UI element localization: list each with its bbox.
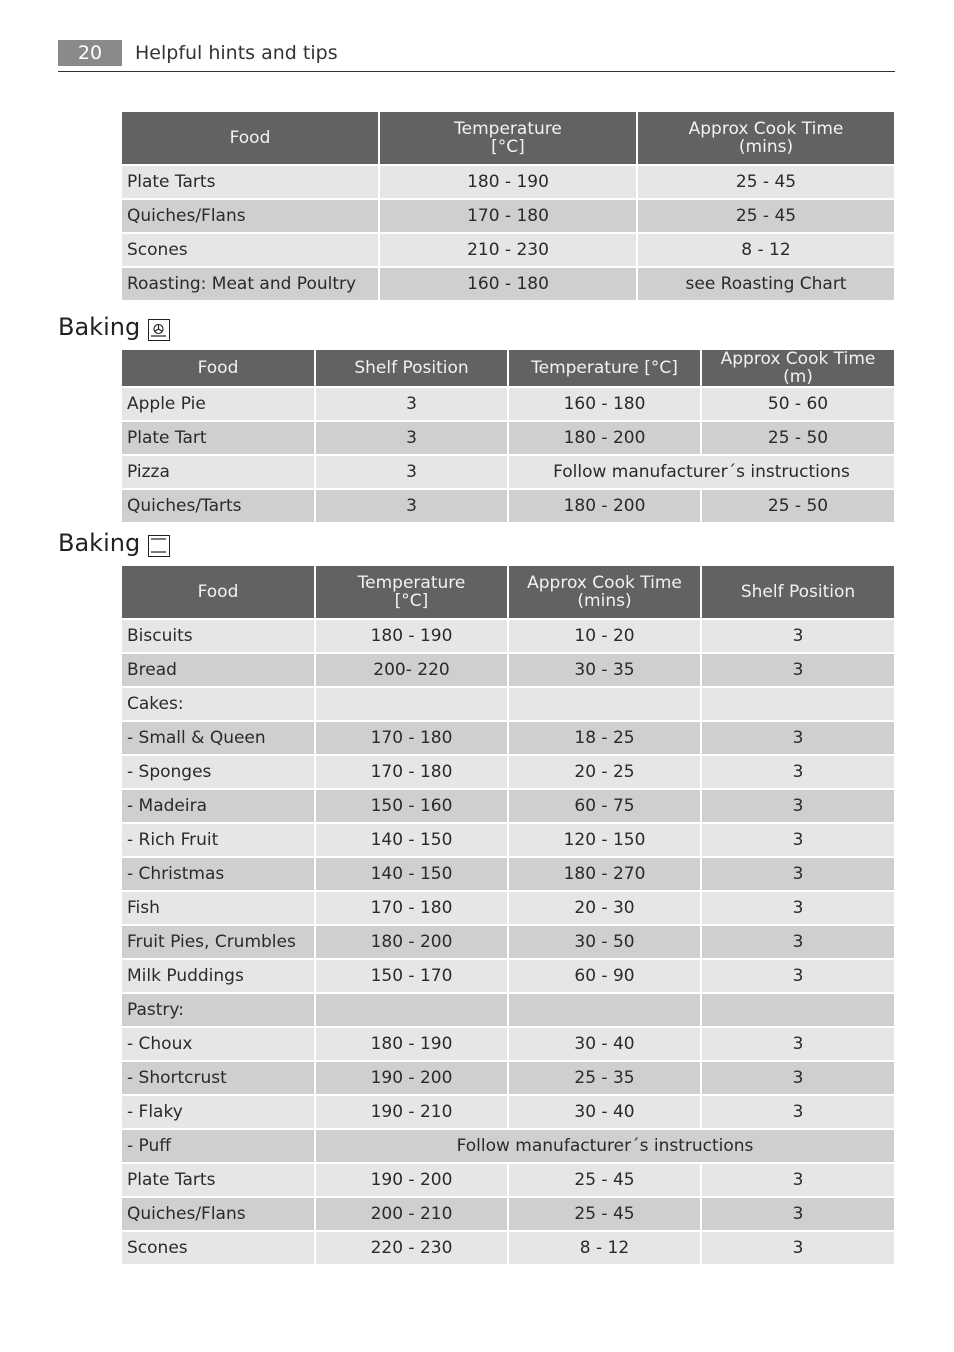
table-cell: 180 - 200 <box>509 422 700 454</box>
table-cell: 180 - 200 <box>316 926 507 958</box>
table-cell: see Roasting Chart <box>638 268 894 300</box>
table-cell: 30 - 40 <box>509 1028 700 1060</box>
table-row <box>122 688 894 720</box>
table-cell: 3 <box>316 422 507 454</box>
table-cell: 25 - 45 <box>509 1198 700 1230</box>
table-cell <box>316 994 507 1026</box>
table-cell: 160 - 180 <box>509 388 700 420</box>
food-cell: Cakes: <box>122 688 314 720</box>
food-cell: - Sponges <box>122 756 314 788</box>
column-header: Temperature [°C] <box>380 112 636 164</box>
table-row <box>122 824 894 856</box>
food-cell: - Small & Queen <box>122 722 314 754</box>
table-cell: 3 <box>316 490 507 522</box>
column-header: Temperature [°C] <box>316 566 507 618</box>
table-cell: 3 <box>702 926 894 958</box>
table-row <box>122 756 894 788</box>
table-cell: 30 - 40 <box>509 1096 700 1128</box>
table-cell: 25 - 50 <box>702 422 894 454</box>
table-cell: 25 - 50 <box>702 490 894 522</box>
table-cell: 25 - 45 <box>638 200 894 232</box>
table-cell: 3 <box>702 620 894 652</box>
table-row <box>122 1164 894 1196</box>
table-cell: Follow manufacturer´s instructions <box>316 1130 894 1162</box>
table-cell: 170 - 180 <box>316 756 507 788</box>
table-cell: 180 - 190 <box>380 166 636 198</box>
table-row <box>122 1062 894 1094</box>
table-row <box>122 892 894 924</box>
table-cell: 3 <box>702 654 894 686</box>
table-cell: 3 <box>702 756 894 788</box>
food-cell: Scones <box>122 1232 314 1264</box>
table-cell: 150 - 170 <box>316 960 507 992</box>
table-cell: 3 <box>702 1096 894 1128</box>
table-row <box>122 268 894 300</box>
cooking-table-1 <box>120 110 896 302</box>
food-cell: Roasting: Meat and Poultry <box>122 268 378 300</box>
table-cell: 30 - 50 <box>509 926 700 958</box>
cooking-table-2 <box>120 348 896 524</box>
table-cell: 180 - 200 <box>509 490 700 522</box>
table-cell: 200- 220 <box>316 654 507 686</box>
table-row <box>122 926 894 958</box>
table-cell: 50 - 60 <box>702 388 894 420</box>
table-cell: 3 <box>702 1164 894 1196</box>
food-cell: Apple Pie <box>122 388 314 420</box>
table-cell: 170 - 180 <box>316 892 507 924</box>
table-cell: 3 <box>702 722 894 754</box>
table-cell <box>702 994 894 1026</box>
fan-oven-icon <box>148 319 170 341</box>
section-title-fan-baking <box>58 312 170 342</box>
table-row <box>122 200 894 232</box>
table-cell: 190 - 210 <box>316 1096 507 1128</box>
table-cell <box>316 688 507 720</box>
table-row <box>122 994 894 1026</box>
table-cell: 3 <box>702 960 894 992</box>
table-cell: 60 - 90 <box>509 960 700 992</box>
column-header: Shelf Position <box>702 566 894 618</box>
table-row <box>122 490 894 522</box>
table-cell: 3 <box>702 892 894 924</box>
table-cell: 3 <box>702 824 894 856</box>
table-cell <box>702 688 894 720</box>
food-cell: Quiches/Flans <box>122 1198 314 1230</box>
food-cell: Milk Puddings <box>122 960 314 992</box>
table-cell: 160 - 180 <box>380 268 636 300</box>
food-cell: Plate Tarts <box>122 1164 314 1196</box>
cooking-table-3 <box>120 564 896 1266</box>
table-cell: Follow manufacturer´s instructions <box>509 456 894 488</box>
food-cell: - Puff <box>122 1130 314 1162</box>
table-cell: 3 <box>702 1028 894 1060</box>
section-title-text: Baking <box>58 529 141 557</box>
table-cell <box>509 994 700 1026</box>
column-header: Food <box>122 112 378 164</box>
table-row <box>122 620 894 652</box>
column-header: Food <box>122 350 314 386</box>
table-cell: 180 - 190 <box>316 1028 507 1060</box>
table-cell <box>509 688 700 720</box>
food-cell: Plate Tarts <box>122 166 378 198</box>
column-header: Food <box>122 566 314 618</box>
table-row <box>122 722 894 754</box>
food-cell: Pastry: <box>122 994 314 1026</box>
food-cell: Fish <box>122 892 314 924</box>
food-cell: - Christmas <box>122 858 314 890</box>
table-row <box>122 166 894 198</box>
table-cell: 220 - 230 <box>316 1232 507 1264</box>
conventional-oven-icon <box>148 535 170 557</box>
food-cell: Plate Tart <box>122 422 314 454</box>
food-cell: Pizza <box>122 456 314 488</box>
table-cell: 25 - 45 <box>509 1164 700 1196</box>
section-title-conventional-baking <box>58 528 170 558</box>
table-row <box>122 234 894 266</box>
table-cell: 25 - 35 <box>509 1062 700 1094</box>
table-cell: 180 - 270 <box>509 858 700 890</box>
table-cell: 150 - 160 <box>316 790 507 822</box>
table-cell: 20 - 25 <box>509 756 700 788</box>
column-header: Approx Cook Time (mins) <box>638 112 894 164</box>
table-cell: 170 - 180 <box>316 722 507 754</box>
table-cell: 3 <box>702 858 894 890</box>
page-header <box>58 40 895 72</box>
food-cell: - Shortcrust <box>122 1062 314 1094</box>
table-cell: 170 - 180 <box>380 200 636 232</box>
food-cell: Bread <box>122 654 314 686</box>
table-cell: 10 - 20 <box>509 620 700 652</box>
table-cell: 25 - 45 <box>638 166 894 198</box>
table-cell: 20 - 30 <box>509 892 700 924</box>
page-number: 20 <box>58 40 122 66</box>
table-row <box>122 1130 894 1162</box>
column-header: Shelf Position <box>316 350 507 386</box>
table-cell: 8 - 12 <box>509 1232 700 1264</box>
table-cell: 30 - 35 <box>509 654 700 686</box>
table-row <box>122 1096 894 1128</box>
food-cell: Quiches/Flans <box>122 200 378 232</box>
table-row <box>122 422 894 454</box>
header-title: Helpful hints and tips <box>135 42 338 64</box>
table-cell: 140 - 150 <box>316 824 507 856</box>
table-row <box>122 1232 894 1264</box>
table-cell: 3 <box>316 388 507 420</box>
food-cell: - Flaky <box>122 1096 314 1128</box>
food-cell: - Madeira <box>122 790 314 822</box>
table-cell: 3 <box>316 456 507 488</box>
food-cell: Biscuits <box>122 620 314 652</box>
table-row <box>122 456 894 488</box>
table-row <box>122 1028 894 1060</box>
table-cell: 3 <box>702 1232 894 1264</box>
food-cell: - Choux <box>122 1028 314 1060</box>
table-cell: 190 - 200 <box>316 1062 507 1094</box>
food-cell: Scones <box>122 234 378 266</box>
food-cell: - Rich Fruit <box>122 824 314 856</box>
table-cell: 3 <box>702 1062 894 1094</box>
table-cell: 190 - 200 <box>316 1164 507 1196</box>
table-row <box>122 654 894 686</box>
column-header: Approx Cook Time (mins) <box>509 566 700 618</box>
table-cell: 140 - 150 <box>316 858 507 890</box>
table-cell: 210 - 230 <box>380 234 636 266</box>
table-cell: 18 - 25 <box>509 722 700 754</box>
table-cell: 120 - 150 <box>509 824 700 856</box>
table-row <box>122 790 894 822</box>
column-header: Temperature [°C] <box>509 350 700 386</box>
section-title-text: Baking <box>58 313 141 341</box>
table-cell: 3 <box>702 790 894 822</box>
table-row <box>122 1198 894 1230</box>
table-cell: 60 - 75 <box>509 790 700 822</box>
table-row <box>122 960 894 992</box>
food-cell: Quiches/Tarts <box>122 490 314 522</box>
table-cell: 3 <box>702 1198 894 1230</box>
table-row <box>122 858 894 890</box>
table-row <box>122 388 894 420</box>
column-header: Approx Cook Time (m) <box>702 350 894 386</box>
table-cell: 200 - 210 <box>316 1198 507 1230</box>
food-cell: Fruit Pies, Crumbles <box>122 926 314 958</box>
table-cell: 180 - 190 <box>316 620 507 652</box>
table-cell: 8 - 12 <box>638 234 894 266</box>
